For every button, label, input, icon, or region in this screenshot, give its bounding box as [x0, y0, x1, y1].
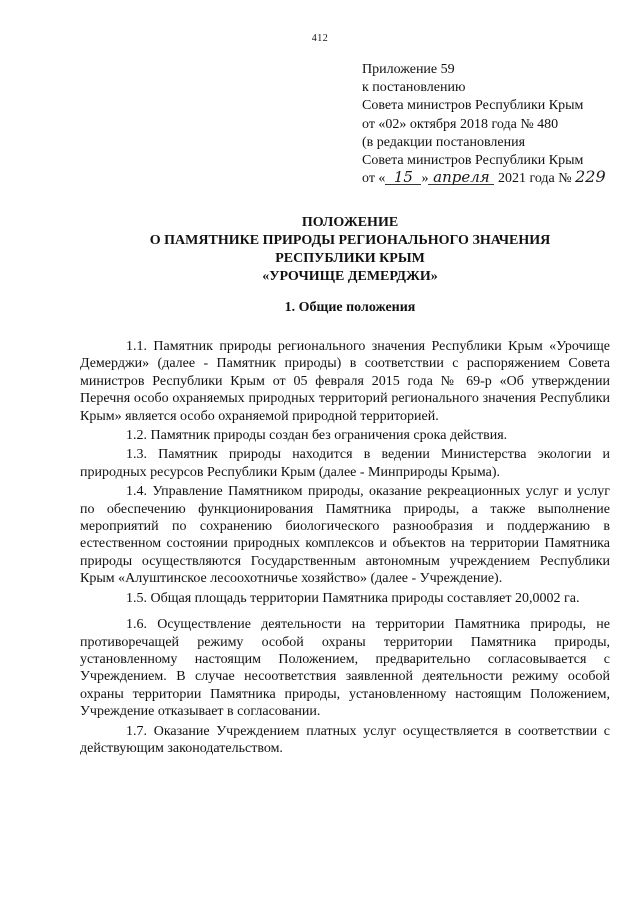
paragraph-1-5: 1.5. Общая площадь территории Памятника природы составляет 20,0002 га.	[126, 590, 580, 606]
paragraph-1-6: 1.6. Осуществление деятельности на территории Памятника природы, не противоречащей режиму особой охраны территории Памятника природы, установленному настоящим Положением, предварительно согласовывается с Учреждением. В случае несоответствия заявленной деятельности режиму особой охраны территории Памятника природы, установленному настоящим Положением, Учреждение отказывает в согласовании.	[80, 617, 610, 720]
title-line: РЕСПУБЛИКИ КРЫМ	[275, 251, 425, 266]
handwritten-day: 15	[385, 170, 421, 185]
date-prefix: от «	[362, 171, 386, 187]
date-year: 2021 года №	[497, 171, 572, 187]
page-number: 412	[311, 33, 329, 44]
paragraph-1-4: 1.4. Управление Памятником природы, оказание рекреационных услуг и услуг по обеспечению функционирования Памятника природы, а также выполнение мероприятий по сохранению биологического разнообразия и поддержанию в естественном состоянии природных комплексов и объектов на территории Памятника природы осуществляются Государственным автономным учреждением Республики Крым «Алуштинское лесоохотничье хозяйство» (далее - Учреждение).	[80, 484, 610, 587]
appendix-line: к постановлению	[362, 80, 466, 96]
paragraph-1-3: 1.3. Памятник природы находится в ведении Министерства экологии и природных ресурсов Республики Крым (далее - Минприроды Крыма).	[80, 447, 610, 480]
paragraph-1-2: 1.2. Памятник природы создан без ограничения срока действия.	[126, 428, 508, 444]
appendix-line: Приложение 59	[362, 62, 455, 77]
paragraph-1-7: 1.7. Оказание Учреждением платных услуг осуществляется в соответствии с действующим законодательством.	[80, 723, 610, 756]
amendment-date-line	[362, 167, 624, 188]
appendix-block	[362, 61, 624, 188]
title-line: «УРОЧИЩЕ ДЕМЕРДЖИ»	[262, 269, 438, 284]
document-title	[80, 214, 620, 286]
paragraph-1-1: 1.1. Памятник природы регионального значения Республики Крым «Урочище Демерджи» (далее - Памятник природы) в соответствии с распоряжением Совета министров Республики Крым от 05 февраля 2015 года № 69-р «Об утверждении Перечня особо охраняемых природных территорий регионального значения Республики Крым» является особо охраняемой природной территорией.	[80, 339, 610, 424]
appendix-line: Совета министров Республики Крым	[362, 153, 584, 169]
handwritten-month: апреля	[428, 170, 494, 185]
date-quote: »	[421, 171, 429, 187]
document-body	[80, 338, 610, 759]
appendix-line: (в редакции постановления	[362, 134, 526, 150]
title-line: ПОЛОЖЕНИЕ	[301, 215, 399, 230]
section-heading: 1. Общие положения	[284, 300, 416, 315]
handwritten-number: 229	[575, 167, 606, 187]
appendix-line: от «02» октября 2018 года № 480	[362, 116, 559, 132]
appendix-line: Совета министров Республики Крым	[362, 98, 584, 114]
title-line: О ПАМЯТНИКЕ ПРИРОДЫ РЕГИОНАЛЬНОГО ЗНАЧЕНИЯ	[149, 233, 551, 248]
